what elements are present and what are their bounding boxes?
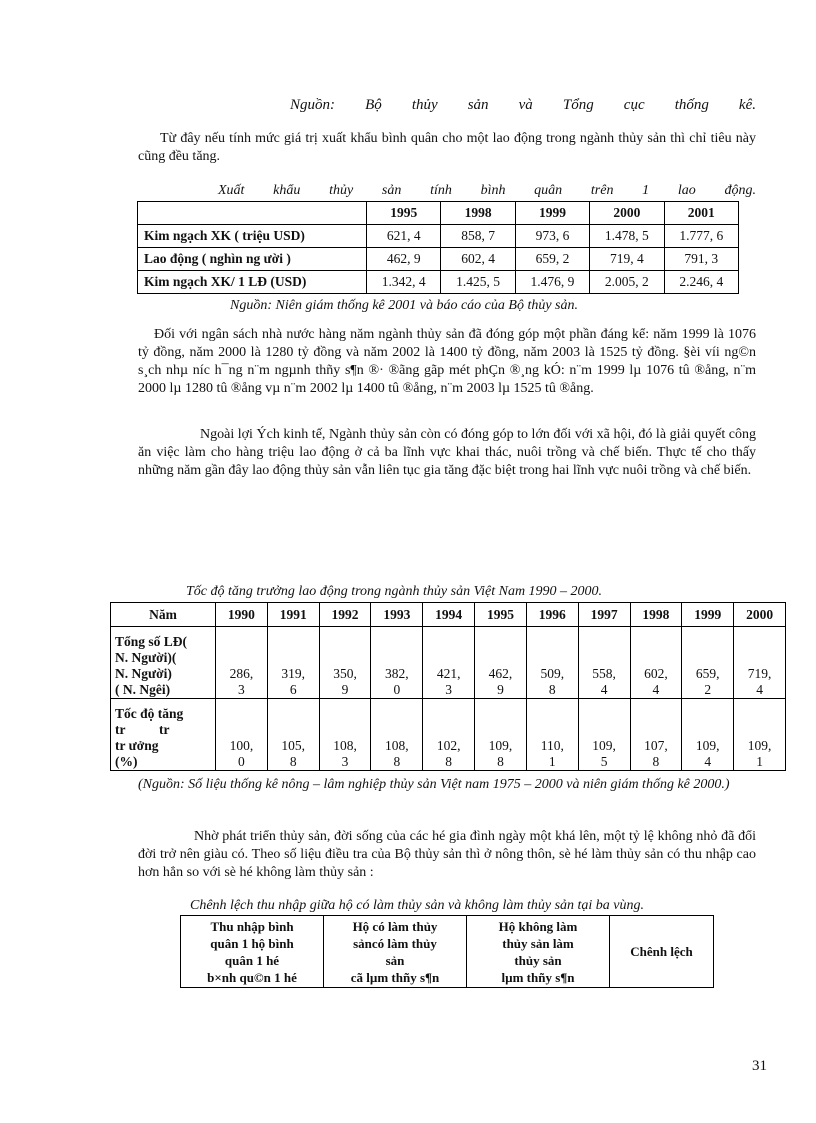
table-cell: 659, 2 [515, 248, 589, 271]
table-header-cell: 1993 [371, 603, 423, 627]
table-header-cell: Hộ có làm thủy sảncó làm thủy sản cã lµm thñy s¶n [324, 916, 467, 988]
table-cell: 109, 8 [475, 699, 527, 771]
table-header-cell: 1999 [682, 603, 734, 627]
table-cell: 973, 6 [515, 225, 589, 248]
table-header-cell: Thu nhập bình quân 1 hộ bình quân 1 hé b×nh qu©n 1 hé [181, 916, 324, 988]
page-number: 31 [752, 1058, 767, 1074]
table-row [111, 699, 786, 771]
table-cell: 421, 3 [423, 627, 475, 699]
table-cell: 791, 3 [664, 248, 738, 271]
paragraph-4: Nhờ phát triển thủy sản, đời sống của các hé gia đình ngày một khá lên, một tỷ lệ không nhỏ đã đổi đời trở nên giàu có. Theo số liệu điều tra của Bộ thủy sản thì ở nông thôn, sè hé làm thủy sản có thu nhập cao hơn hẳn so với sè hé không làm thủy sản : [138, 829, 756, 880]
table-cell: 602, 4 [630, 627, 682, 699]
table-cell: 1.476, 9 [515, 271, 589, 294]
table-cell: 382, 0 [371, 627, 423, 699]
label-line: Tổng số LĐ( [115, 634, 188, 649]
table-cell: 558, 4 [578, 627, 630, 699]
label-line: N. Người)( [115, 650, 177, 665]
paragraph-2: Đối với ngân sách nhà nước hàng năm ngành thủy sản đã đóng góp một phần đáng kể: năm 1999 là 1076 tỷ đồng, năm 2000 là 1280 tỷ đồng và năm 2002 là 1400 tỷ đồng, năm 2003 là 1525 tỷ đồng. §èi víi ng©n s¸ch nhµ níc h¯ng n¨m ngµnh thñy s¶n ®· ®ãng gãp mét phÇn ®¸ng kÓ: n¨m 1999 lµ 1076 tû ®ång, n¨m 2000 lµ 1280 tû ®ång vµ n¨m 2002 lµ 1400 tû ®ång, n¨m 2003 lµ 1525 tû ®ång. [138, 327, 756, 396]
table-header-cell: 1999 [515, 202, 589, 225]
table-cell: 109, 5 [578, 699, 630, 771]
table-header-cell: 1994 [423, 603, 475, 627]
table2-caption: Tốc độ tăng trưởng lao động trong ngành thủy sản Việt Nam 1990 – 2000. [186, 584, 603, 599]
table-cell: 100, 0 [216, 699, 268, 771]
table1-source: Nguồn: Niên giám thống kê 2001 và báo cáo của Bộ thủy sản. [230, 298, 579, 313]
table-header-cell: Hộ không làm thủy sản làm thủy sản lµm thñy s¶n [467, 916, 610, 988]
row-label: Lao động ( nghìn ng ười ) [138, 248, 367, 271]
label-line: tr ưởng [115, 738, 159, 753]
label-line: ( N. Ngêi) [115, 682, 171, 697]
paragraph-3: Ngoài lợi Ých kinh tế, Ngành thủy sản còn có đóng góp to lớn đối với xã hội, đó là giải quyết công ăn việc làm cho hàng triệu lao động ở cả ba lĩnh vực khai thác, nuôi trồng và chế biến. Thực tế cho thấy những năm gần đây lao động thủy sản vẫn liên tục gia tăng đặc biệt trong hai lĩnh vực nuôi trồng và chế biến. [138, 427, 756, 478]
table-cell: 1.777, 6 [664, 225, 738, 248]
table1-caption: Xuất khẩu thủy sản tính bình quân trên 1 lao động. [218, 183, 756, 198]
row-label: Kim ngạch XK ( triệu USD) [138, 225, 367, 248]
table-cell: 109, 4 [682, 699, 734, 771]
table-cell: 1.425, 5 [441, 271, 515, 294]
table-cell: 602, 4 [441, 248, 515, 271]
table-labor-growth [110, 602, 786, 771]
table-cell: 659, 2 [682, 627, 734, 699]
row-label: Kim ngạch XK/ 1 LĐ (USD) [138, 271, 367, 294]
table2-source: (Nguồn: Số liệu thống kê nông – lâm nghiệp thủy sản Việt nam 1975 – 2000 và niên giám thống kê 2000.) [138, 777, 730, 792]
table-cell: 462, 9 [475, 627, 527, 699]
table-row [138, 225, 739, 248]
label-line: (%) [115, 754, 138, 769]
label-line: Tốc độ tăng [115, 706, 184, 721]
table-cell: 108, 8 [371, 699, 423, 771]
table-header-cell: 2000 [734, 603, 786, 627]
table-cell: 1.342, 4 [367, 271, 441, 294]
table-cell: 858, 7 [441, 225, 515, 248]
table-cell: 286, 3 [216, 627, 268, 699]
table-cell: 719, 4 [734, 627, 786, 699]
table-header-cell: 1998 [441, 202, 515, 225]
table3-caption: Chênh lệch thu nhập giữa hộ có làm thủy sản và không làm thủy sản tại ba vùng. [190, 898, 645, 913]
table-header-cell: 2001 [664, 202, 738, 225]
table-header-cell: Năm [111, 603, 216, 627]
row-label [111, 699, 216, 771]
table-row [138, 248, 739, 271]
table-cell: 102, 8 [423, 699, 475, 771]
source-line-top: Nguồn: Bộ thủy sản và Tổng cục thống kê. [290, 97, 756, 113]
table-header-cell: 1992 [319, 603, 371, 627]
table-row [111, 627, 786, 699]
table-cell: 2.246, 4 [664, 271, 738, 294]
table-cell: 509, 8 [526, 627, 578, 699]
table-cell: 107, 8 [630, 699, 682, 771]
table-header-cell: Chênh lệch [610, 916, 714, 988]
table-cell: 2.005, 2 [590, 271, 664, 294]
paragraph-1: Từ đây nếu tính mức giá trị xuất khẩu bình quân cho một lao động trong ngành thủy sản thì chỉ tiêu này cũng đều tăng. [138, 131, 756, 164]
table-cell: 319, 6 [267, 627, 319, 699]
table-row [138, 271, 739, 294]
table-cell: 1.478, 5 [590, 225, 664, 248]
table-header-cell: 1998 [630, 603, 682, 627]
table-cell: 108, 3 [319, 699, 371, 771]
label-line: tr tr [115, 722, 170, 737]
row-label [111, 627, 216, 699]
table-cell: 350, 9 [319, 627, 371, 699]
table-header-cell: 2000 [590, 202, 664, 225]
table-header-cell: 1995 [367, 202, 441, 225]
table-header-row [138, 202, 739, 225]
table-header-cell: 1991 [267, 603, 319, 627]
table-cell: 105, 8 [267, 699, 319, 771]
table-export-per-worker [137, 201, 739, 294]
label-line: N. Người) [115, 666, 172, 681]
table-cell: 109, 1 [734, 699, 786, 771]
table-income-gap [180, 915, 714, 988]
table-header-cell: 1995 [475, 603, 527, 627]
table-cell: 621, 4 [367, 225, 441, 248]
table-cell: 462, 9 [367, 248, 441, 271]
table-cell: 719, 4 [590, 248, 664, 271]
table-header-cell: 1996 [526, 603, 578, 627]
table-header-row [181, 916, 714, 988]
table-header-cell: 1997 [578, 603, 630, 627]
table-header-cell [138, 202, 367, 225]
table-header-row [111, 603, 786, 627]
table-header-cell: 1990 [216, 603, 268, 627]
table-cell: 110, 1 [526, 699, 578, 771]
